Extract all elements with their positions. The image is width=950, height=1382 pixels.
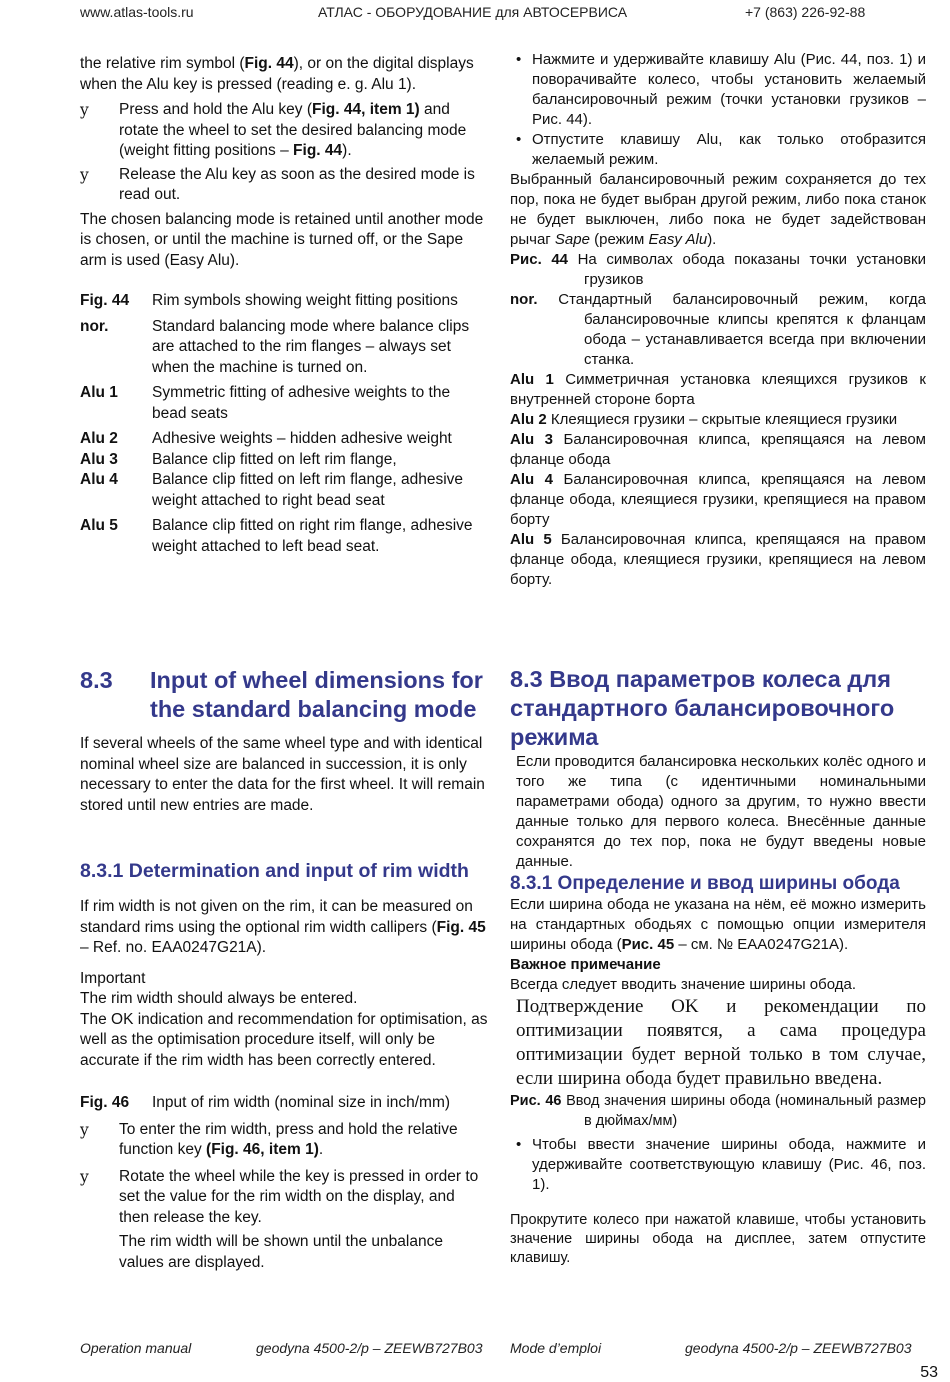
header-phone: +7 (863) 226-92-88 — [745, 4, 866, 20]
ru-def-alu4: Alu 4 Балансировочная клипса, крепящаяся на левом фланце обода, клеящиеся грузики, крепящиеся на правом борту — [510, 471, 926, 528]
ru-def-fig46: Рис. 46 Ввод значения ширины обода (номинальный размер в дюймах/мм) — [510, 1093, 926, 1129]
en-def-fig46: Fig. 46 Input of rim width (nominal size in inch/mm) — [80, 1094, 451, 1111]
en-section-8-3-1-heading: 8.3.1 Determination and input of rim width — [80, 860, 469, 882]
en-section-8-3-heading: 8.3 Input of wheel dimensions for the standard balancing mode — [80, 667, 483, 722]
ru-def-alu5: Alu 5 Балансировочная клипса, крепящаяся на правом фланце обода, клеящиеся грузики, крепящиеся на левом борту. — [510, 531, 926, 588]
ru-def-alu3: Alu 3 Балансировочная клипса, крепящаяся на левом фланце обода — [510, 431, 926, 468]
ru-important-line1: Всегда следует вводить значение ширины обода. — [510, 976, 856, 993]
ru-important-label: Важное примечание — [510, 956, 661, 973]
english-column-top — [80, 54, 488, 557]
ru-bullet-enter-rim-width: • Чтобы ввести значение ширины обода, нажмите и удерживайте соответствующую клавишу (Рис. 46, поз. 1). — [516, 1136, 926, 1193]
en-bullet-press-alu: y Press and hold the Alu key (Fig. 44, item 1) and rotate the wheel to set the desired balancing mode (weight fitting positions – Fig. 44). — [80, 101, 467, 159]
def-fig44: Fig. 44 Rim symbols showing weight fitting positions — [80, 292, 458, 309]
en-important-line2: The OK indication and recommendation for optimisation, as well as the optimisation procedure itself, will only be accurate if the rim width has been correctly entered. — [80, 1010, 488, 1069]
russian-column-top — [510, 50, 926, 590]
header-title: АТЛАС - ОБОРУДОВАНИЕ для АВТОСЕРВИСА — [318, 4, 628, 20]
bullet-mark: y — [80, 1167, 89, 1186]
english-column-bottom — [80, 666, 488, 1273]
header-site: www.atlas-tools.ru — [80, 4, 194, 20]
en-intro-paragraph: the relative rim symbol (Fig. 44), or on the digital displays when the Alu key is pressed (reading e. g. Alu 1). — [80, 55, 474, 93]
en-rim-width-shown: The rim width will be shown until the unbalance values are displayed. — [119, 1233, 443, 1271]
ru-8-3-paragraph: Если проводится балансировка нескольких колёс одного и того же типа (с идентичными номинальными параметрами обода) одного за другим, то нужно ввести данные только для первого колеса. Внесённые данные сохранятся до тех пор, пока не будут введены новые данные. — [516, 753, 926, 870]
en-definition-list — [80, 291, 488, 557]
bullet-mark: y — [80, 165, 89, 184]
bullet-mark: y — [80, 1120, 89, 1139]
def-alu3: Alu 3 Balance clip fitted on left rim flange, — [80, 450, 397, 468]
ru-bullet-press-alu: • Нажмите и удерживайте клавишу Alu (Рис. 44, поз. 1) и поворачивайте колесо, чтобы установить желаемый балансировочный режим (точки установки грузиков – Рис. 44). — [516, 51, 926, 128]
en-bullet-release-alu: y Release the Alu key as soon as the desired mode is read out. — [80, 165, 475, 203]
en-important-label: Important — [80, 969, 146, 987]
ru-def-fig44: Рис. 44 На символах обода показаны точки установки грузиков — [510, 251, 926, 288]
footer-left-a: Operation manual — [80, 1340, 192, 1356]
en-mode-retained-paragraph: The chosen balancing mode is retained until another mode is chosen, or until the machine is turned off, or the Sape arm is used (Easy Alu). — [80, 210, 484, 269]
ru-section-8-3-heading: 8.3 Ввод параметров колеса для стандартного балансировочного режима — [510, 666, 895, 750]
ru-rotate-wheel-paragraph: Прокрутите колесо при нажатой клавише, чтобы установить значение ширины обода на дисплее, затем отпустите клавишу. — [510, 1212, 926, 1266]
bullet-mark: y — [80, 101, 89, 119]
ru-def-alu2: Alu 2 Клеящиеся грузики – скрытые клеящиеся грузики — [510, 411, 898, 428]
ru-def-alu1: Alu 1 Симметричная установка клеящихся грузиков к внутренней стороне борта — [510, 371, 926, 408]
ru-def-nor: nor. Стандартный балансировочный режим, когда балансировочные клипсы крепятся к фланцам обода – устанавливается всегда при включении станка. — [510, 291, 926, 368]
en-bullet-rotate-wheel: y Rotate the wheel while the key is pressed in order to set the value for the rim width on the display, and then release the key. — [80, 1167, 479, 1226]
def-alu4: Alu 4 Balance clip fitted on left rim flange, adhesive weight attached to right bead seat — [80, 471, 464, 509]
en-bullet-enter-rim-width: y To enter the rim width, press and hold the relative function key (Fig. 46, item 1). — [80, 1120, 458, 1158]
en-8-3-paragraph: If several wheels of the same wheel type and with identical nominal wheel size are balanced in succession, it is only necessary to enter the data for the first wheel. It will remain stored until new entries are made. — [80, 735, 485, 814]
ru-bullet-release-alu: • Отпустите клавишу Alu, как только отобразится желаемый режим. — [516, 131, 926, 168]
def-alu5: Alu 5 Balance clip fitted on right rim flange, adhesive weight attached to left bead seat. — [80, 517, 473, 555]
ru-important-line2: Подтверждение OK и рекомендации по оптимизации появятся, а сама процедура оптимизации будет верной только в том случае, если ширина обода будет правильно введена. — [516, 996, 926, 1089]
def-nor: nor. Standard balancing mode where balance clips are attached to the rim flanges – always set when the machine is turned on. — [80, 317, 470, 376]
footer-left-b: geodyna 4500-2/p – ZEEWB727B03 — [256, 1340, 483, 1356]
footer-right-a: Mode d’emploi — [510, 1340, 602, 1356]
russian-column-bottom — [510, 665, 926, 1268]
en-rim-width-paragraph: If rim width is not given on the rim, it can be measured on standard rims using the optional rim width callipers (Fig. 45 – Ref. no. EAA0247G21A). — [80, 898, 486, 956]
def-alu1: Alu 1 Symmetric fitting of adhesive weights to the bead seats — [80, 384, 451, 422]
ru-section-8-3-1-heading: 8.3.1 Определение и ввод ширины обода — [510, 873, 900, 894]
ru-mode-retained-paragraph: Выбранный балансировочный режим сохраняется до тех пор, пока не будет выбран другой режим, либо пока станок не будет выключен, либо пока не будет задействован рычаг Sape (режим Easy Alu). — [510, 171, 926, 248]
ru-rim-width-paragraph: Если ширина обода не указана на нём, её можно измерить на стандартных ободьях с помощью опции измерителя ширины обода (Рис. 45 – см. № EAA0247G21A). — [510, 896, 926, 953]
en-important-line1: The rim width should always be entered. — [80, 990, 358, 1007]
footer-right-b: geodyna 4500-2/p – ZEEWB727B03 — [685, 1340, 912, 1356]
page-number: 53 — [920, 1364, 938, 1381]
def-alu2: Alu 2 Adhesive weights – hidden adhesive weight — [80, 430, 452, 447]
